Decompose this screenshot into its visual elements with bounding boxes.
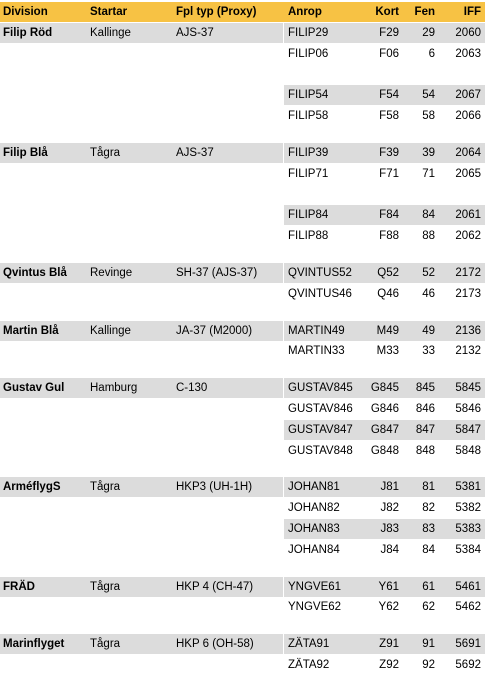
callsign: QVINTUS52 xyxy=(288,267,352,279)
table-row xyxy=(0,441,485,461)
aircraft-type: AJS-37 xyxy=(176,147,214,159)
table-row xyxy=(0,226,485,246)
aircraft-type: HKP 4 (CH-47) xyxy=(176,580,254,593)
start-base: Tågra xyxy=(90,147,121,159)
fin-number: 84 xyxy=(422,209,435,222)
callsign: FILIP54 xyxy=(288,89,329,102)
short-code: Q46 xyxy=(377,287,399,300)
short-code: F54 xyxy=(379,89,399,102)
fin-number: 71 xyxy=(422,167,435,180)
table-row xyxy=(0,44,485,64)
callsign: YNGVE62 xyxy=(288,601,342,614)
callsign: MARTIN49 xyxy=(288,324,345,337)
iff-code: 2172 xyxy=(455,267,481,279)
short-code: G845 xyxy=(370,382,399,395)
start-base: Hamburg xyxy=(90,382,138,395)
iff-code: 5384 xyxy=(455,543,481,556)
table-row xyxy=(0,185,485,205)
header-startar: Startar xyxy=(90,6,128,18)
table-row xyxy=(0,205,485,225)
iff-code: 2065 xyxy=(455,167,481,180)
short-code: J83 xyxy=(380,523,399,535)
callsign: JOHAN83 xyxy=(288,523,340,535)
start-base: Kallinge xyxy=(90,27,131,39)
table-row xyxy=(0,143,485,163)
short-code: Z92 xyxy=(379,659,399,671)
callsign: MARTIN33 xyxy=(288,345,345,358)
callsign: FILIP88 xyxy=(288,230,329,243)
iff-code: 2061 xyxy=(455,209,481,222)
start-base: Tågra xyxy=(90,481,121,494)
table-row xyxy=(0,284,485,304)
table-row xyxy=(0,634,485,654)
iff-code: 5692 xyxy=(455,659,481,671)
aircraft-type: SH-37 (AJS-37) xyxy=(176,267,258,279)
iff-code: 5691 xyxy=(455,638,481,651)
short-code: F29 xyxy=(379,27,399,39)
table-row xyxy=(0,341,485,361)
division-name: Martin Blå xyxy=(3,324,59,337)
short-code: F71 xyxy=(379,167,399,180)
callsign: ZÄTA91 xyxy=(288,638,330,651)
start-base: Revinge xyxy=(90,267,133,279)
fin-number: 847 xyxy=(415,423,435,436)
callsign: ZÄTA92 xyxy=(288,659,330,671)
iff-code: 5846 xyxy=(455,403,481,415)
fin-number: 33 xyxy=(422,345,435,358)
table-row xyxy=(0,655,485,675)
start-base: Tågra xyxy=(90,638,121,651)
iff-code: 5382 xyxy=(455,502,481,515)
callsign: FILIP84 xyxy=(288,209,329,222)
fin-number: 49 xyxy=(422,324,435,337)
table-row xyxy=(0,321,485,341)
callsign: FILIP06 xyxy=(288,47,329,60)
fin-number: 6 xyxy=(428,47,435,60)
table-row xyxy=(0,164,485,184)
short-code: Y61 xyxy=(378,580,399,593)
short-code: J81 xyxy=(380,481,399,494)
table-row xyxy=(0,477,485,497)
fin-number: 82 xyxy=(422,502,435,515)
division-name: Gustav Gul xyxy=(3,382,65,395)
iff-code: 5848 xyxy=(455,444,481,457)
table-row xyxy=(0,540,485,560)
division-name: Filip Röd xyxy=(3,27,53,39)
callsign: JOHAN84 xyxy=(288,543,340,556)
iff-code: 2066 xyxy=(455,110,481,123)
short-code: F88 xyxy=(379,230,399,243)
short-code: M33 xyxy=(376,345,399,358)
fin-number: 848 xyxy=(415,444,435,457)
table-row xyxy=(0,420,485,440)
short-code: G847 xyxy=(370,423,399,436)
header-anrop: Anrop xyxy=(288,6,322,18)
table-row xyxy=(0,378,485,398)
iff-code: 2063 xyxy=(455,47,481,60)
short-code: F06 xyxy=(379,47,399,60)
start-base: Tågra xyxy=(90,580,121,593)
table-row xyxy=(0,399,485,419)
iff-code: 2060 xyxy=(455,27,481,39)
short-code: J84 xyxy=(380,543,399,556)
callsign: YNGVE61 xyxy=(288,580,342,593)
iff-code: 2067 xyxy=(455,89,481,102)
short-code: F84 xyxy=(379,209,399,222)
aircraft-type: HKP 6 (OH-58) xyxy=(176,638,254,651)
header-fpl: Fpl typ (Proxy) xyxy=(176,6,257,18)
fin-number: 52 xyxy=(422,267,435,279)
table-row xyxy=(0,85,485,105)
fin-number: 62 xyxy=(422,601,435,614)
aircraft-type: JA-37 (M2000) xyxy=(176,324,253,337)
division-name: ArméflygS xyxy=(3,481,61,494)
division-name: FRÄD xyxy=(3,580,35,593)
iff-code: 2136 xyxy=(455,324,481,337)
header-kort: Kort xyxy=(375,6,399,18)
callsign: GUSTAV847 xyxy=(288,423,353,436)
callsign: GUSTAV848 xyxy=(288,444,353,457)
fin-number: 54 xyxy=(422,89,435,102)
short-code: G846 xyxy=(370,403,399,415)
callsign: FILIP29 xyxy=(288,27,329,39)
short-code: J82 xyxy=(380,502,399,515)
iff-code: 5381 xyxy=(455,481,481,494)
callsign: QVINTUS46 xyxy=(288,287,352,300)
callsign: JOHAN82 xyxy=(288,502,340,515)
short-code: Q52 xyxy=(377,267,399,279)
fin-number: 39 xyxy=(422,147,435,159)
table-row xyxy=(0,597,485,617)
aircraft-type: AJS-37 xyxy=(176,27,214,39)
short-code: Y62 xyxy=(378,601,399,614)
fin-number: 29 xyxy=(422,27,435,39)
short-code: G848 xyxy=(370,444,399,457)
short-code: Z91 xyxy=(379,638,399,651)
table-row xyxy=(0,23,485,43)
callsign: JOHAN81 xyxy=(288,481,340,494)
short-code: F39 xyxy=(379,147,399,159)
iff-code: 5847 xyxy=(455,423,481,436)
division-name: Qvintus Blå xyxy=(3,267,67,279)
aircraft-type: C-130 xyxy=(176,382,208,395)
fin-number: 83 xyxy=(422,523,435,535)
callsign: FILIP39 xyxy=(288,147,329,159)
fin-number: 61 xyxy=(422,580,435,593)
header-iff: IFF xyxy=(463,6,481,18)
short-code: M49 xyxy=(376,324,399,337)
iff-code: 2064 xyxy=(455,147,481,159)
fin-number: 88 xyxy=(422,230,435,243)
iff-code: 5461 xyxy=(455,580,481,593)
division-name: Marinflyget xyxy=(3,638,65,651)
fin-number: 81 xyxy=(422,481,435,494)
iff-code: 2132 xyxy=(455,345,481,358)
callsign: GUSTAV845 xyxy=(288,382,353,395)
header-division: Division xyxy=(3,6,48,18)
callsign: FILIP71 xyxy=(288,167,329,180)
aircraft-type: HKP3 (UH-1H) xyxy=(176,481,253,494)
fin-number: 91 xyxy=(422,638,435,651)
table-row xyxy=(0,65,485,85)
table-row xyxy=(0,519,485,539)
fin-number: 58 xyxy=(422,110,435,123)
table-row xyxy=(0,106,485,126)
table-row xyxy=(0,498,485,518)
table-header xyxy=(0,2,485,22)
table-row xyxy=(0,577,485,597)
iff-code: 2173 xyxy=(455,287,481,300)
table-row xyxy=(0,263,485,283)
callsign: GUSTAV846 xyxy=(288,403,353,415)
fin-number: 846 xyxy=(415,403,435,415)
iff-code: 2062 xyxy=(455,230,481,243)
iff-code: 5845 xyxy=(455,382,481,395)
start-base: Kallinge xyxy=(90,324,131,337)
fin-number: 84 xyxy=(422,543,435,556)
iff-code: 5383 xyxy=(455,523,481,535)
fin-number: 92 xyxy=(422,659,435,671)
short-code: F58 xyxy=(379,110,399,123)
iff-code: 5462 xyxy=(455,601,481,614)
fin-number: 46 xyxy=(422,287,435,300)
callsign: FILIP58 xyxy=(288,110,329,123)
header-fen: Fen xyxy=(414,6,435,18)
fin-number: 845 xyxy=(415,382,435,395)
division-name: Filip Blå xyxy=(3,147,48,159)
